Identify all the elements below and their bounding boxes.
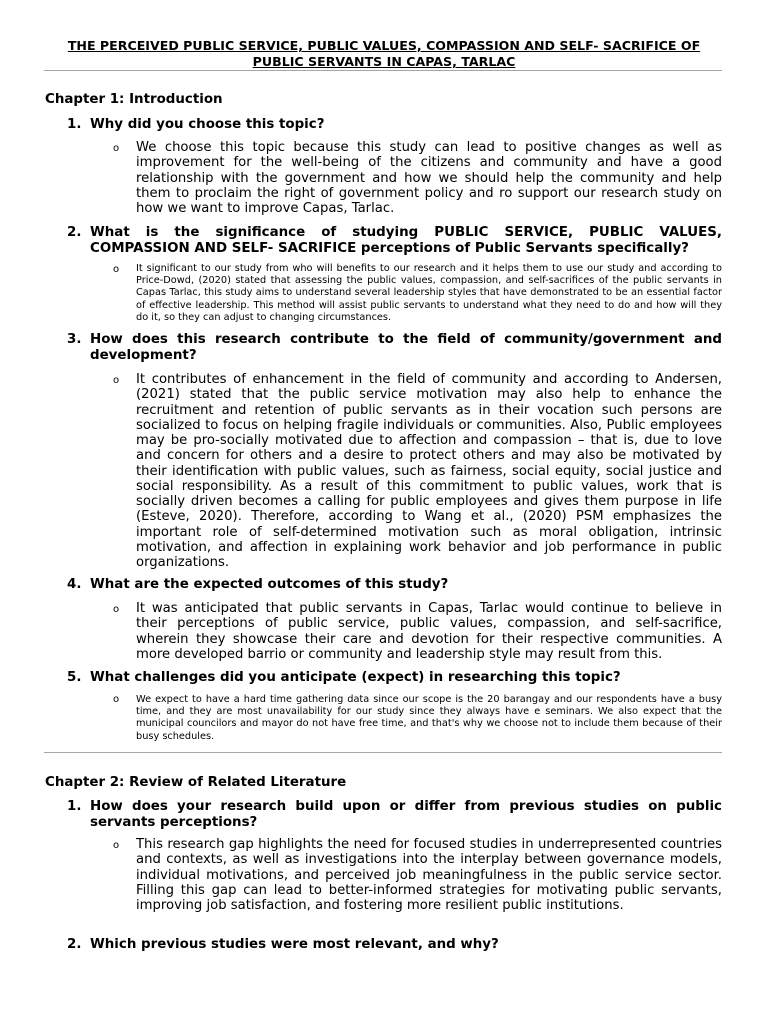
- question-1: Why did you choose this topic?: [90, 117, 325, 132]
- answer-5: We expect to have a hard time gathering data since our scope is the 20 barangay and our respondents have a busy time, and they are most unavailability for our study since they always have e seminars. We also expect that the municipal councilors and mayor do not have free time, and that's why we choose not to include them because of their busy schedules.: [136, 694, 722, 742]
- document-title: THE PERCEIVED PUBLIC SERVICE, PUBLIC VALUES, COMPASSION AND SELF- SACRIFICE OF PUBLIC SERVANTS IN CAPAS, TARLAC: [67, 38, 701, 69]
- title-divider: [44, 70, 722, 71]
- question-5: What challenges did you anticipate (expect) in researching this topic?: [90, 670, 621, 685]
- question-number: 2.: [67, 225, 82, 240]
- chapter-1-heading: Chapter 1: Introduction: [45, 92, 223, 107]
- bullet-marker: o: [113, 604, 120, 615]
- bullet-marker: o: [113, 694, 120, 705]
- question-4: What are the expected outcomes of this study?: [90, 577, 449, 592]
- bullet-marker: o: [113, 375, 120, 386]
- question-2-2: Which previous studies were most relevant, and why?: [90, 937, 499, 952]
- question-number: 2.: [67, 937, 82, 952]
- answer-2-1: This research gap highlights the need for focused studies in underrepresented countries and contexts, as well as investigations into the interplay between governance models, individual motivations, and perceived job meaningfulness in the public service sector. Filling this gap can lead to better-informed strategies for motivating public servants, improving job satisfaction, and fostering more resilient public institutions.: [136, 837, 722, 913]
- question-number: 4.: [67, 577, 82, 592]
- question-number: 1.: [67, 117, 82, 132]
- answer-3: It contributes of enhancement in the field of community and according to Andersen, (2021) stated that the public service motivation may also help to enhance the recruitment and retention of public servants as in their vocation such persons are socialized to focus on helping fragile individuals or communities. Also, Public employees may be pro-socially motivated due to affection and compassion – that is, due to love and concern for others and a desire to protect others and may also be motivated by their identification with public values, such as fairness, social equity, social justice and social responsibility. As a result of this commitment to public values, work that is socially driven becomes a calling for public employees and gives them purpose in life (Esteve, 2020). Therefore, according to Wang et al., (2020) PSM emphasizes the important role of self-determined motivation such as moral obligation, intrinsic motivation, and affection in explaining work behavior and job performance in public organizations.: [136, 372, 722, 570]
- question-number: 5.: [67, 670, 82, 685]
- question-number: 1.: [67, 799, 82, 814]
- answer-2: It significant to our study from who will benefits to our research and it helps them to use our study and according to Price-Dowd, (2020) stated that assessing the public values, compassion, and self-sacrifices of the public servants in Capas Tarlac, this study aims to understand several leadership styles that have demonstrated to be an essential factor of effective leadership. This method will assist public servants to understand what they need to do and how will they do it, so they can adjust to changing circumstances.: [136, 263, 722, 323]
- bullet-marker: o: [113, 143, 120, 154]
- question-number: 3.: [67, 332, 82, 347]
- answer-4: It was anticipated that public servants in Capas, Tarlac would continue to believe in their perceptions of public service, public values, compassion, and self-sacrifice, wherein they showcase their care and devotion for their respective communities. A more developed barrio or community and leadership style may result from this.: [136, 601, 722, 662]
- answer-1: We choose this topic because this study can lead to positive changes as well as improvement for the well-being of the citizens and community and have a good relationship with the government and how we should help the community and help them to proclaim the right of government policy and ro support our research study on how we want to improve Capas, Tarlac.: [136, 140, 722, 216]
- chapter-2-heading: Chapter 2: Review of Related Literature: [45, 775, 347, 790]
- chapter-divider: [44, 752, 722, 753]
- bullet-marker: o: [113, 264, 120, 275]
- question-3: How does this research contribute to the field of community/government and development?: [90, 332, 722, 363]
- question-2: What is the significance of studying PUBLIC SERVICE, PUBLIC VALUES, COMPASSION AND SELF- SACRIFICE perceptions of Public Servants specifically?: [90, 225, 722, 256]
- bullet-marker: o: [113, 840, 120, 851]
- question-2-1: How does your research build upon or differ from previous studies on public servants perceptions?: [90, 799, 722, 830]
